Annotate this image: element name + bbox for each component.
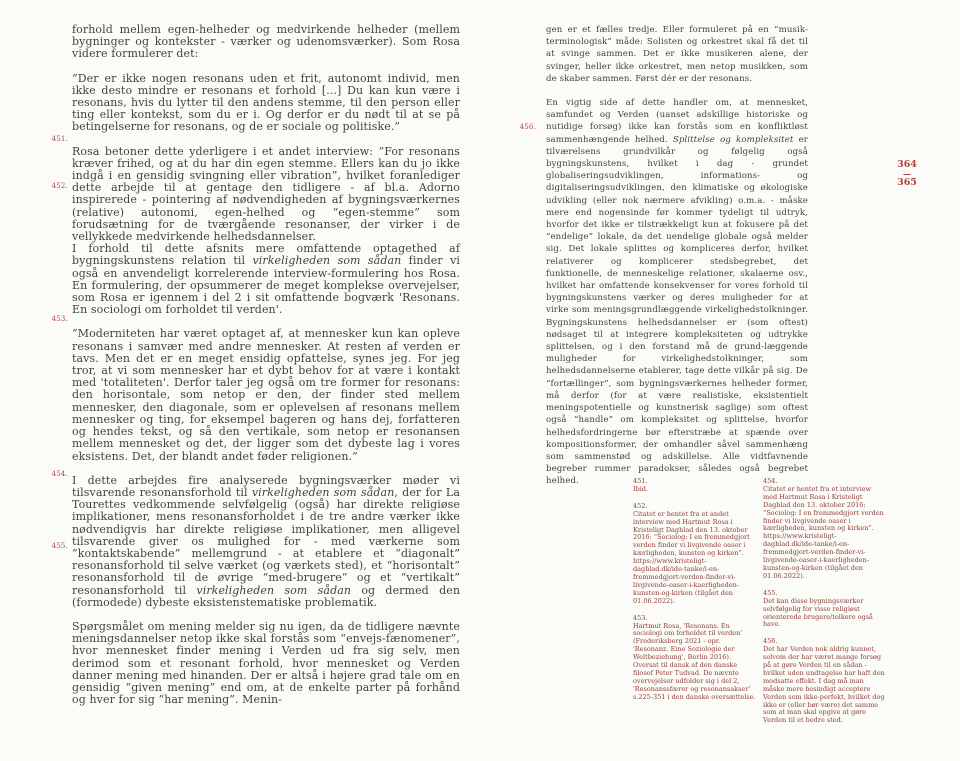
page-number-separator: — [903, 168, 911, 179]
paragraph-spoergsmaalet: Spørgsmålet om mening melder sig nu igen, da de tidligere nævnte meningsdannelser netop ikke skal forstås som “envejs-fænomener”, hvor mennesket finder mening i Verden ud fra sig selv, men derimod som et resonant forhold, hvor mennesket og Verden danner mening med hinanden. Der er altså i højere grad tale om en gensidig “given mening” end om, at de enkelte parter på forhånd og hver for sig “har mening”. Menin- [72, 619, 460, 707]
margin-note-454: 454. [51, 470, 68, 478]
footnote-451 [633, 478, 757, 494]
footnote-text: Det har Verden nok aldrig kunnet, selvom der har været mange forsøg på at gøre Verden til en sådan - hvilket uden undtagelse har haft den modsatte effekt. I dag må man måske mere besindigt acceptere Verden som ikke-perfekt, hvilket dog ikke er (eller bør være) det samme som at man skal opgive at gøre Verden til et bedre sted. [763, 645, 885, 725]
paragraph-rosa-betoner: Rosa betoner dette yderligere i et andet interview: “For resonans kræver frihed, og at du har din egen stemme. Ellers kan du jo ikke indgå i en gensidig svingning eller vibration”, hvilket foranlediger dette arbejde til at gentage den tidligere - af bl.a. Adorno inspirerede - pointering af nødvendigheden af bygningsværkernes (relative) autonomi, egen-helhed og “egen-stemme” som forudsætning for de tværgående resonanser, der virker i de vellykkede medvirkende helhedsdannelser. [72, 144, 460, 244]
paragraph-en-vigtig-side: En vigtig side af dette handler om, at mennesket, samfundet og Verden (uanset adskillige historiske og nutidige forsøg) ikke kan forstås som en konfliktløst sammenhængende helhed. Splittelse og kompleksitet er tilværelsens grundvilkår og følgelig også bygningskunstens, hvilket i dag - grundet globaliseringsudviklingen, informations- og digitaliseringsudviklingen, den klimatiske og økologiske udvikling (eller nok nærmere afvikling) o.m.a. - måske mere end nogensinde før kommer tydeligt til udtryk, hvorfor det ikke er tilstrækkeligt kun at fokusere på det “endelige” lokale, da det uendelige globale også melder sig. Det lokale splittes og kompliceres derfor, hvilket relativerer og komplicerer stedsbegrebet, det funktionelle, de menneskelige relationer, skalaerne osv., hvilket har omfattende konsekvenser for vores forhold til bygningskunstens værker og deres muligheder for at virke som meningsgrundlæggende virkelighedstolkninger. Bygningskunstens helhedsdannelser er (som oftest) nødsaget til at integrere kompleksiteten og udtrykke splittelsen, og i den forstand må de grund-læggende muligheder for virkelighedstolkninger, som helhedsdannelserne etablerer, tage dette vilkår på sig. De “fortællinger”, som bygningsværkernes helheder former, må derfor (for at være realistiske, eksistentielt meningspotentielle og kunstnerisk saglige) som oftest også “handle” om kompleksitet og splittelse, hvorfor helhedsfordringerne bør efterstræbe at spænde over kompositionsformer, der omhandler såvel sammenhæng som sammenstød og adskillelse. Alle vidtfavnende begreber rummer paradokser, således også begrebet helhed. [546, 98, 808, 487]
footnote-number: 453. [633, 613, 648, 622]
blockquote-moderniteten: “Moderniteten har været optaget af, at mennesker kun kan opleve resonans i samvær med andre mennesker. At resten af verden er tavs. Men det er en meget ensidig opfattelse, synes jeg. For jeg tror, at vi som mennesker har et dybt behov for at være i kontakt med 'totaliteten'. Derfor taler jeg også om tre former for resonans: den horisontale, som netop er den, der finder sted mellem mennesker, den diagonale, som er oplevelsen af resonans mellem mennesker og ting, for eksempel bageren og hans dej, forfatteren og hendes tekst, og så den vertikale, som netop er resonansen mellem mennesket og det, der ligger som det dybeste lag i vores eksistens. Det, der blandt andet føder religionen.” [72, 327, 460, 463]
blockquote-rosa-resonans-forhold: “Der er ikke nogen resonans uden et frit, autonomt individ, men ikke desto mindre er resonans et forhold [...] Du kan kun være i resonans, hvis du lytter til den andens stemme, til den person eller ting eller kontekst, som du er i. Og derfor er du nødt til at se på betingelserne for resonans, og de er sociale og politiske.” [72, 71, 460, 134]
footnote-text: Citatet er hentet fra et interview med Hartmut Rosa i Kristeligt Dagblad den 13. oktober 2016: “Sociolog: I en fremmedgjort verden finder vi livgivende oaser i kærligheden, kunsten og kirken”. https://www.kristeligt-dagblad.dk/ide-tanke/i-en-fremmedgjort-verden-finder-vi-livgivende-oaser-i-kaerligheden-kunsten-og-kirken (tilgået den 01.06.2022). [763, 484, 884, 580]
footnote-text: Ibid. [633, 484, 649, 493]
footnote-text: Hartmut Rosa, 'Resonans. En sociologi om forholdet til verden' (Frederiksberg 2021 - opr. 'Resonanz. Eine Soziologie der Weltbeziehung', Berlin 2016). Oversat til dansk af den danske filosof Peter Tudvad. De nævnte overvejelser udfolder sig i del 2, 'Resonanssfærer og resonansakser' s.225-351 i den danske oversættelse. [633, 621, 756, 701]
page-number-left: 364 [897, 159, 917, 170]
margin-note-455: 455. [51, 542, 68, 550]
footnote-456 [763, 638, 887, 725]
footnote-455 [763, 590, 887, 630]
paragraph-i-dette-arbejdes: I dette arbejdes fire analyserede bygningsværker møder vi tilsvarende resonansforhold til virkeligheden som sådan, der for La Tourettes vedkommende selvfølgelig (også) har direkte religiøse implikationer, mens resonansforholdet i de tre andre værker ikke nødvendigvis har direkte religiøse implikationer, men alligevel tilsvarende giver os mulighed for - med værkerne som “kontaktskabende” mellemgrund - at etablere et “diagonalt” resonansforhold til selve værket (og værkets sted), et “horisontalt” resonansforhold til de øvrige “med-brugere” og et “vertikalt” resonansforhold til virkeligheden som sådan og dermed den (formodede) dybeste eksistenstematiske problematik. [72, 473, 461, 609]
footnotes-column-2 [763, 478, 887, 734]
footnote-text: Det kan disse bygningsværker selvfølgelig for visse religiøst orienterede brugere/tolkere også have. [763, 596, 873, 629]
margin-note-452: 452. [51, 182, 68, 190]
footnote-number: 452. [633, 501, 648, 510]
paragraph-gen-er-et-faelles: gen er et fælles tredje. Eller formuleret på en “musik-terminologisk” måde: Solisten og orkestret skal få det til at svinge sammen. Det er ikke musikeren alene, der svinger, heller ikke orkestret, men netop musikken, som de skaber sammen. Først dér er der resonans. [546, 25, 808, 84]
footnote-number: 455. [763, 588, 778, 597]
footnotes-column-1 [633, 478, 757, 711]
left-page-text-column [72, 24, 460, 718]
footnote-number: 456. [763, 637, 778, 646]
page-number-right: 365 [897, 176, 917, 188]
right-page-text-column [546, 24, 808, 500]
footnote-452 [633, 503, 757, 606]
footnote-453 [633, 615, 757, 702]
footnote-text: Citatet er hentet fra et andet interview med Hartmut Rosa i Kristeligt Dagblad den 13. oktober 2016: “Sociolog: I en fremmedgjort verden finder vi livgivende oaser i kærligheden, kunsten og kirken”. https://www.kristeligt-dagblad.dk/ide-tanke/i-en-fremmedgjort-verden-finder-vi-livgivende-oaser-i-kaerligheden-kunsten-og-kirken (tilgået den 01.06.2022). [633, 509, 750, 605]
page-number-indicator [884, 160, 930, 188]
margin-note-453: 453. [51, 315, 68, 323]
margin-note-451: 451. [51, 135, 68, 143]
margin-note-456: 456. [519, 123, 536, 131]
paragraph-forhold-mellem: forhold mellem egen-helheder og medvirkende helheder (mellem bygninger og kontekster - værker og udenomsværker). Som Rosa videre formulerer det: [72, 23, 460, 61]
footnote-number: 454. [763, 477, 778, 485]
paragraph-i-forhold-til: I forhold til dette afsnits mere omfattende optagethed af bygningskunstens relation til virkeligheden som sådan finder vi også en anvendeligt korrelerende interview-formulering hos Rosa. En formulering, der opsummerer de meget komplekse overvejelser, som Rosa er igennem i del 2 i sit omfattende bogværk 'Resonans. En sociologi om forholdet til verden'. [72, 242, 460, 317]
footnote-number: 451. [633, 477, 648, 485]
footnote-454 [763, 478, 887, 581]
